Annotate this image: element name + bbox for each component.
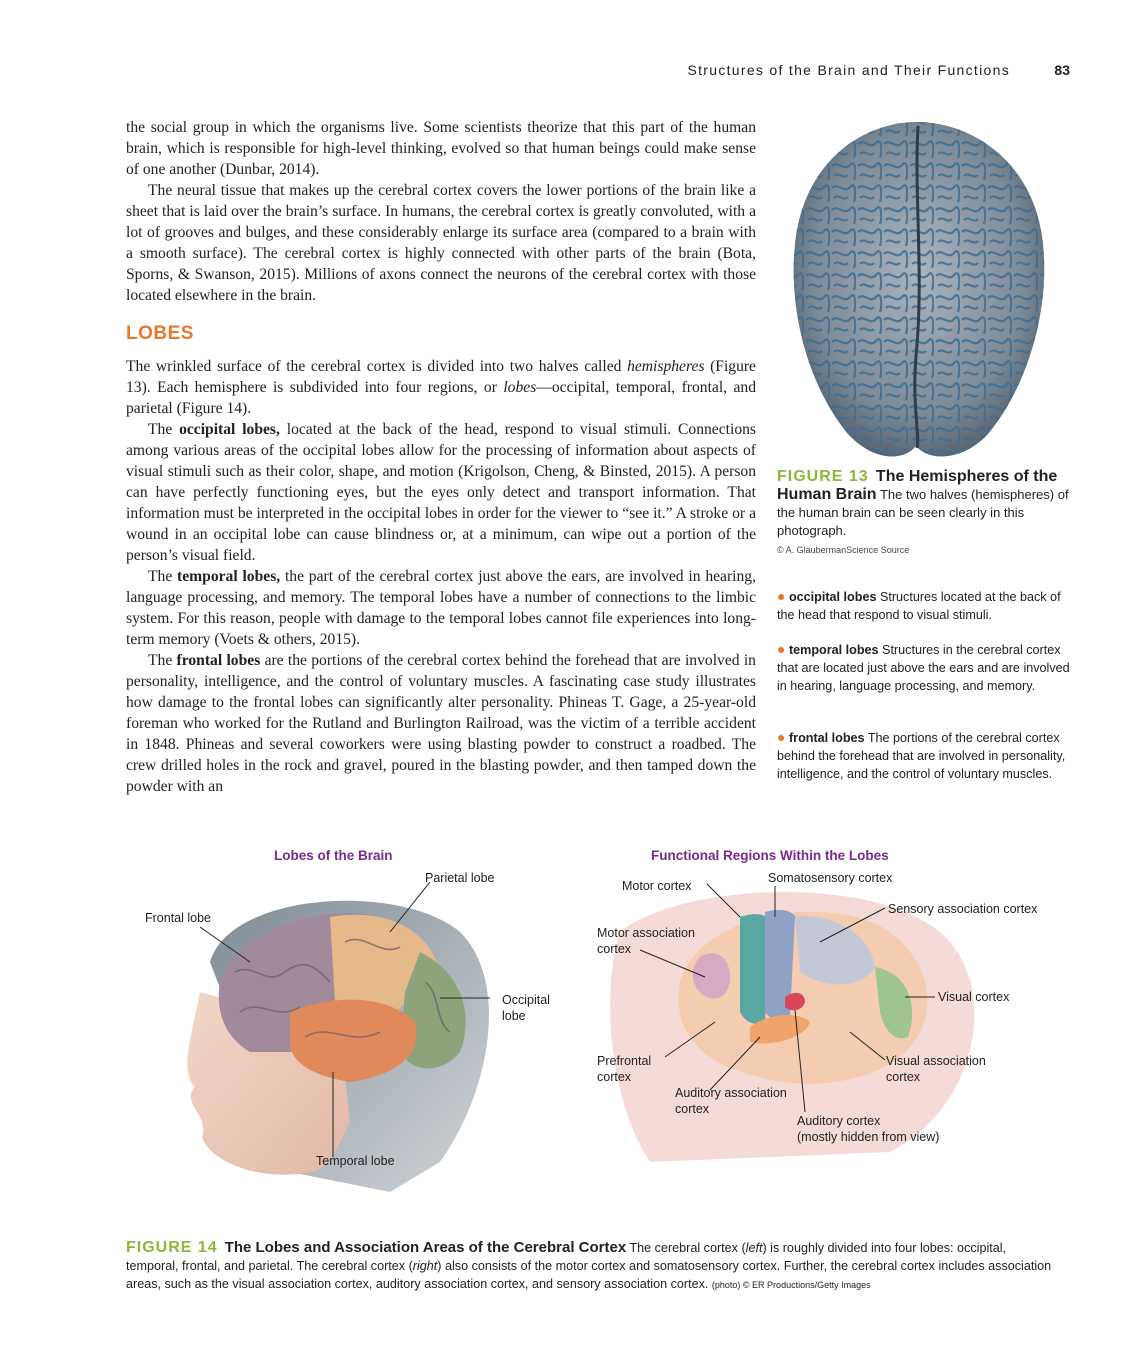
paragraph-5: The temporal lobes, the part of the cerebral cortex just above the ears, are involved in hearing, language processing, and memory. The temporal lobes have a number of connections to the limbic system. For this reason, people with damage to the temporal lobes cannot file experiences into long-term memory (Voets & others, 2015). [126, 568, 756, 648]
term-frontal-lobes: frontal lobes [176, 652, 261, 669]
figure-14-title: The Lobes and Association Areas of the Cerebral Cortex [224, 1239, 627, 1256]
label-temporal-lobe: Temporal lobe [316, 1154, 395, 1168]
term-lobes: lobes [503, 379, 537, 396]
glossary-temporal: ● temporal lobes Structures in the cerebral cortex that are located just above the ears and are involved in hearing, language processing, and memory. [777, 641, 1070, 693]
label-auditory-association-cortex: Auditory association cortex [675, 1086, 787, 1116]
label-visual-cortex: Visual cortex [938, 990, 1010, 1004]
figure-13-credit: © A. GlaubermanScience Source [777, 545, 910, 555]
figure-14-left-heading: Lobes of the Brain [274, 848, 393, 863]
term-hemispheres: hemispheres [627, 358, 705, 375]
figure-14-credit: (photo) © ER Productions/Getty Images [711, 1280, 871, 1290]
label-occipital-lobe: Occipital lobe [502, 993, 550, 1023]
label-frontal-lobe: Frontal lobe [145, 911, 212, 925]
label-prefrontal-cortex: Prefrontal cortex [597, 1054, 652, 1084]
label-somatosensory-cortex: Somatosensory cortex [768, 871, 893, 885]
paragraph-6: The frontal lobes are the portions of the cerebral cortex behind the forehead that are involved in personality, intelligence, and the control of voluntary muscles. A fascinating case study illustrates how damage to the frontal lobes can significantly alter personality. Phineas T. Gage, a 25-year-old foreman who worked for the Rutland and Burlington Railroad, was the victim of a terrible accident in 1848. Phineas and several coworkers were using blasting powder to construct a roadbed. The crew drilled holes in the rock and gravel, poured in the blasting powder, and then tamped down the powder with an [126, 652, 756, 795]
running-head [600, 62, 1070, 82]
label-parietal-lobe: Parietal lobe [425, 871, 495, 885]
label-auditory-cortex: Auditory cortex (mostly hidden from view) [797, 1114, 940, 1144]
section-heading-lobes: LOBES [126, 323, 194, 344]
page-number: 83 [1054, 62, 1070, 78]
body-column [126, 117, 756, 797]
bullet-icon: ● [777, 641, 786, 657]
bullet-icon: ● [777, 588, 786, 604]
figure-13-title: The Hemispheres of the Human Brain [777, 468, 1058, 503]
paragraph-2: The neural tissue that makes up the cerebral cortex covers the lower portions of the brain like a sheet that is laid over the brain’s surface. In humans, the cerebral cortex is greatly convoluted, with a lot of grooves and bulges, and these considerably enlarge its surface area (compared to a brain with a smooth surface). The cerebral cortex is highly connected with other parts of the brain (Bota, Sporns, & Swanson, 2015). Millions of axons connect the neurons of the cerebral cortex with those located elsewhere in the brain. [126, 182, 756, 304]
figure-13-text: The two halves (hemispheres) of the human brain can be seen clearly in this photograph. [777, 487, 1069, 538]
bullet-icon: ● [777, 729, 786, 745]
figure-13-label: FIGURE 13 [777, 468, 869, 485]
brain-hemispheres-photo [778, 116, 1060, 468]
term-temporal-lobes: temporal lobes, [177, 568, 281, 585]
paragraph-1: the social group in which the organisms live. Some scientists theorize that this part of the human brain, which is responsible for high-level thinking, evolved so that human beings could make sense of one another (Dunbar, 2014). [126, 119, 756, 178]
figure-14-label: FIGURE 14 [126, 1239, 218, 1256]
figure-14-right-heading: Functional Regions Within the Lobes [651, 848, 889, 863]
term-occipital-lobes: occipital lobes, [179, 421, 280, 438]
glossary-frontal: ● frontal lobes The portions of the cerebral cortex behind the forehead that are involved in personality, intelligence, and the control of voluntary muscles. [777, 729, 1066, 781]
paragraph-3: The wrinkled surface of the cerebral cortex is divided into two halves called hemispheres (Figure 13). Each hemisphere is subdivided into four regions, or lobes—occipital, temporal, frontal, and parietal (Figure 14). [126, 358, 756, 417]
label-motor-cortex: Motor cortex [622, 879, 692, 893]
label-sensory-association-cortex: Sensory association cortex [888, 902, 1038, 916]
running-head-title: Structures of the Brain and Their Functions [687, 62, 1010, 78]
paragraph-4: The occipital lobes, located at the back of the head, respond to visual stimuli. Connections among various areas of the occipital lobes allow for the processing of information about aspects of visual stimuli such as their color, shape, and motion (Krigolson, Cheng, & Binsted, 2015). A person can have perfectly functioning eyes, but the eyes only detect and transport information. That information must be interpreted in the occipital lobes in order for the viewer to “see it.” A stroke or a wound in an occipital lobe can cause blindness or, at a minimum, can wipe out a portion of the person’s visual field. [126, 421, 756, 564]
figure-14-caption: FIGURE 14 The Lobes and Association Areas of the Cerebral Cortex The cerebral cortex (left) is roughly divided into four lobes: occipital, temporal, frontal, and parietal. The cerebral cortex (right) also consists of the motor cortex and somatosensory cortex. Further, the cerebral cortex includes association areas, such as the visual association cortex, auditory association cortex, and sensory association cortex. (photo) © ER Productions/Getty Images [126, 1239, 1052, 1291]
glossary-occipital: ● occipital lobes Structures located at the back of the head that respond to visual stimuli. [777, 588, 1061, 622]
figure-13-caption [777, 468, 1069, 559]
label-visual-association-cortex: Visual association cortex [886, 1054, 986, 1084]
label-motor-association-cortex: Motor association cortex [597, 926, 695, 956]
